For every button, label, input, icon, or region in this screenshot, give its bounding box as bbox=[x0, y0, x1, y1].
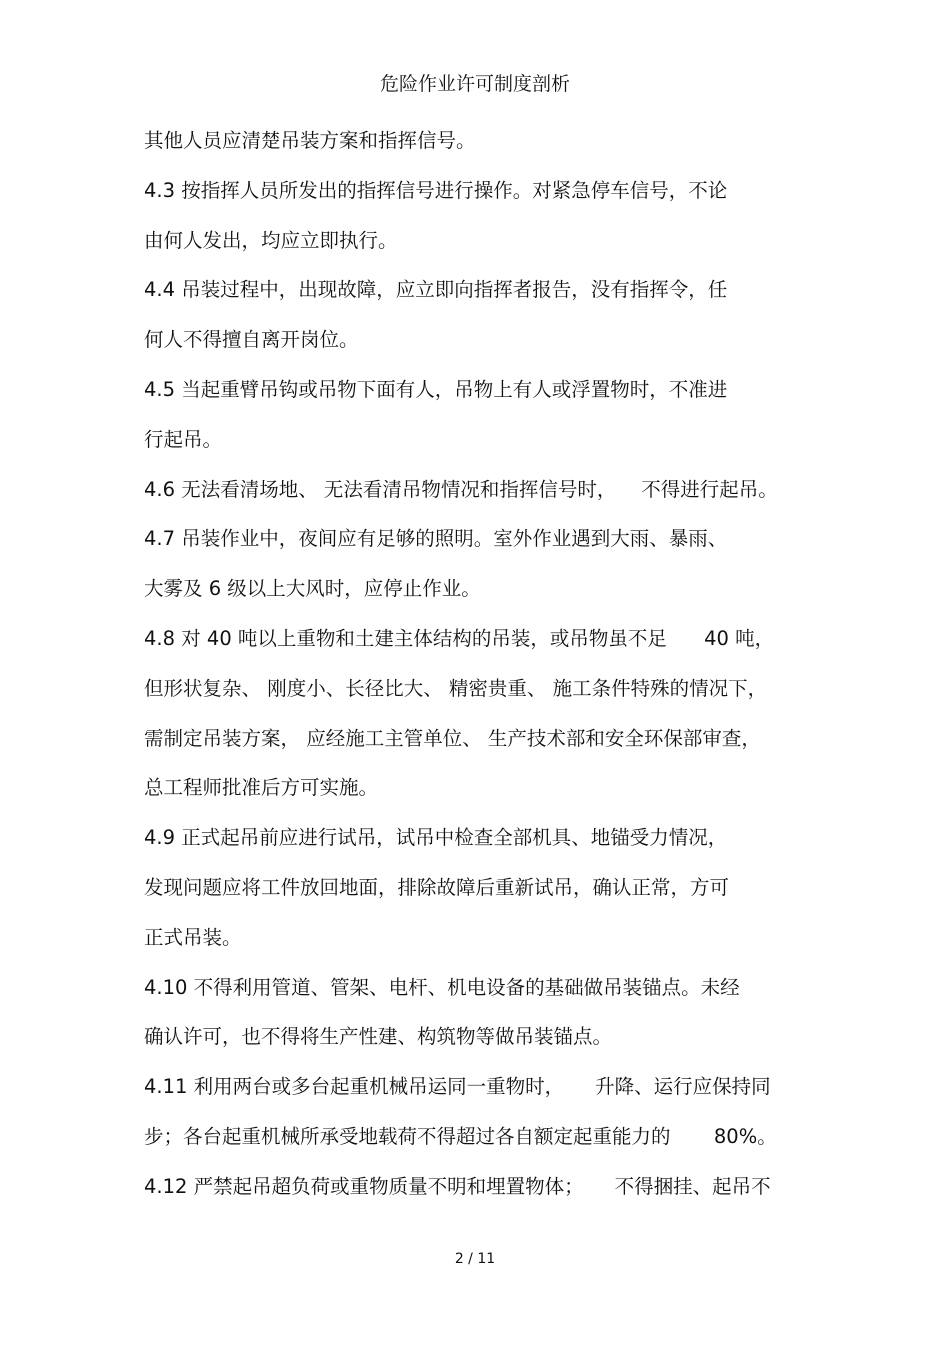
document-title: 危险作业许可制度剖析 bbox=[379, 73, 570, 95]
text-line: 行起吊。 bbox=[144, 427, 223, 451]
page-number: 2 / 11 bbox=[454, 1251, 496, 1267]
text-line: 发现问题应将工件放回地面，排除故障后重新试吊，确认正常，方可 bbox=[144, 875, 730, 899]
text-line: 总工程师批准后方可实施。 bbox=[144, 776, 379, 800]
text-line: 4.9 正式起吊前应进行试吊，试吊中检查全部机具、地锚受力情况， bbox=[144, 826, 728, 850]
text-line: 其他人员应清楚吊装方案和指挥信号。 bbox=[144, 129, 476, 152]
document-body bbox=[144, 128, 824, 1224]
text-line: 4.5 当起重臂吊钩或吊物下面有人，吊物上有人或浮置物时，不准进 bbox=[144, 377, 728, 401]
text-line: 4.10 不得利用管道、管架、电杆、机电设备的基础做吊装锚点。未经 bbox=[144, 975, 740, 999]
text-line: 但形状复杂、 刚度小、长径比大、 精密贵重、 施工条件特殊的情况下， bbox=[144, 676, 768, 700]
text-line: 步；各台起重机械所承受地载荷不得超过各自额定起重能力的 80%。 bbox=[144, 1124, 777, 1148]
text-line: 4.8 对 40 吨以上重物和土建主体结构的吊装，或吊物虽不足 40 吨， bbox=[144, 626, 775, 650]
text-line: 何人不得擅自离开岗位。 bbox=[144, 328, 359, 352]
text-line: 4.3 按指挥人员所发出的指挥信号进行操作。对紧急停车信号，不论 bbox=[144, 178, 728, 202]
text-line: 4.7 吊装作业中，夜间应有足够的照明。室外作业遇到大雨、暴雨、 bbox=[144, 527, 728, 551]
text-line: 4.12 严禁起吊超负荷或重物质量不明和埋置物体； 不得捆挂、起吊不 bbox=[144, 1174, 771, 1198]
text-line: 4.6 无法看清场地、 无法看清吊物情况和指挥信号时， 不得进行起吊。 bbox=[144, 477, 778, 501]
text-line: 由何人发出，均应立即执行。 bbox=[144, 228, 398, 252]
text-line: 大雾及 6 级以上大风时，应停止作业。 bbox=[144, 577, 481, 601]
text-line: 4.4 吊装过程中，出现故障，应立即向指挥者报告，没有指挥令，任 bbox=[144, 278, 728, 302]
text-line: 正式吊装。 bbox=[144, 925, 242, 949]
text-line: 4.11 利用两台或多台起重机械吊运同一重物时， 升降、运行应保持同 bbox=[144, 1075, 771, 1099]
text-line: 确认许可，也不得将生产性建、构筑物等做吊装锚点。 bbox=[144, 1025, 613, 1049]
text-line: 需制定吊装方案， 应经施工主管单位、 生产技术部和安全环保部审查， bbox=[144, 726, 761, 750]
